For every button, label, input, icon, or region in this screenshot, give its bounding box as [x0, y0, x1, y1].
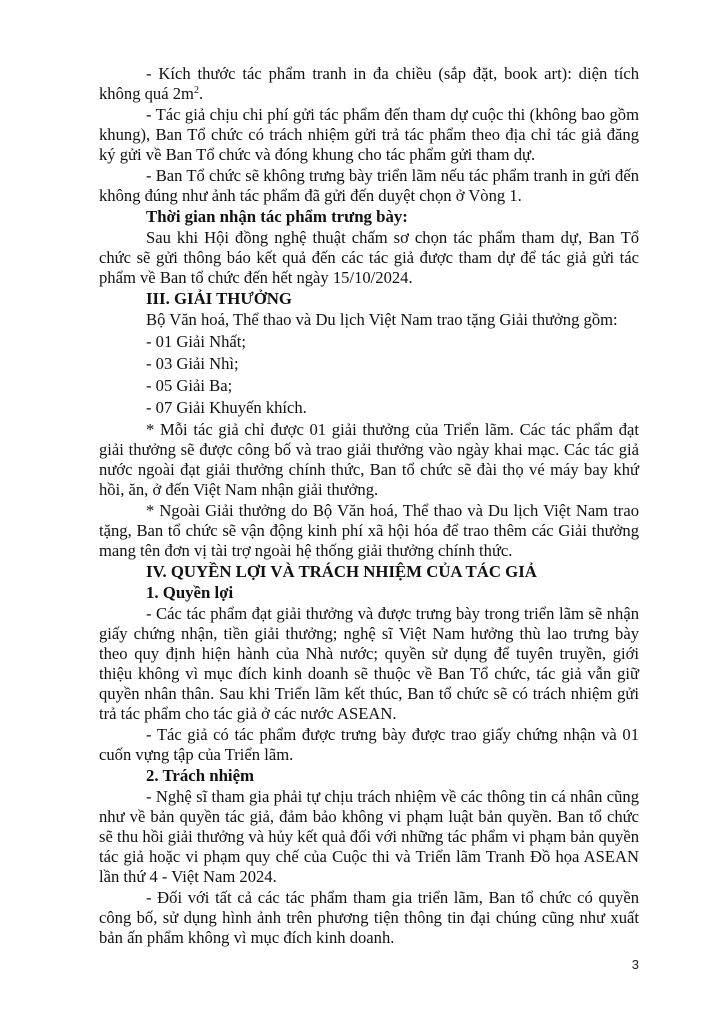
paragraph-multi-dimensional-size: [99, 64, 639, 104]
rights-heading: 1. Quyền lợi: [146, 583, 234, 602]
page-number: 3: [631, 957, 639, 972]
prize-note-2: * Ngoài Giải thưởng do Bộ Văn hoá, Thể thao và Du lịch Việt Nam trao tặng, Ban tổ chức sẽ vận động kinh phí xã hội hóa để trao thêm các Giải thưởng mang tên đơn vị tài trợ ngoài hệ thống giải thưởng chính thức.: [99, 501, 639, 560]
responsibility-paragraph-2: - Đối với tất cả các tác phẩm tham gia triển lãm, Ban tổ chức có quyền công bố, sử dụng hình ảnh trên phương tiện thông tin đại chúng cũng như xuất bản ấn phẩm không vì mục đích kinh doanh.: [99, 888, 639, 947]
page-footer: [99, 954, 639, 1014]
paragraph-receiving: Sau khi Hội đồng nghệ thuật chấm sơ chọn tác phẩm tham dự, Ban Tổ chức sẽ gửi thông báo kết quả đến các tác giả được tham dự để tác giả gửi tác phẩm về Ban tổ chức đến hết ngày 15/10/2024.: [99, 228, 639, 287]
multi-dim-text: - Kích thước tác phẩm tranh in đa chiều (sắp đặt, book art): diện tích không quá 2m: [99, 64, 639, 103]
prize-item: - 07 Giải Khuyến khích.: [146, 398, 307, 417]
section-4-heading: IV. QUYỀN LỢI VÀ TRÁCH NHIỆM CỦA TÁC GIẢ: [146, 562, 537, 581]
prize-item: - 01 Giải Nhất;: [146, 332, 247, 351]
prize-item: - 03 Giải Nhì;: [146, 354, 239, 373]
prize-intro: Bộ Văn hoá, Thể thao và Du lịch Việt Nam trao tặng Giải thưởng gồm:: [146, 310, 618, 329]
document-page: [99, 0, 639, 1014]
rights-paragraph-1: - Các tác phẩm đạt giải thưởng và được trưng bày trong triển lãm sẽ nhận giấy chứng nhận, tiền giải thưởng; nghệ sĩ Việt Nam hưởng thù lao trưng bày theo quy định hiện hành của Nhà nước; quyền sử dụng để tuyên truyền, giới thiệu không vì mục đích kinh doanh sẽ thuộc về Ban Tổ chức, tác giả vẫn giữ quyền nhân thân. Sau khi Triển lãm kết thúc, Ban tổ chức sẽ có trách nhiệm gửi trả tác phẩm cho tác giả ở các nước ASEAN.: [99, 604, 639, 723]
responsibility-paragraph-1: - Nghệ sĩ tham gia phải tự chịu trách nhiệm về các thông tin cá nhân cũng như về bản quyền tác giả, đảm bảo không vi phạm luật bản quyền. Ban tổ chức sẽ thu hồi giải thưởng và hủy kết quả đối với những tác phẩm vi phạm bản quyền tác giả hoặc vi phạm quy chế của Cuộc thi và Triển lãm Tranh Đồ họa ASEAN lần thứ 4 - Việt Nam 2024.: [99, 787, 639, 886]
prize-item: - 05 Giải Ba;: [146, 376, 233, 395]
receiving-heading: Thời gian nhận tác phẩm trưng bày:: [146, 207, 408, 226]
superscript: 2: [193, 85, 199, 96]
rights-paragraph-2: - Tác giả có tác phẩm được trưng bày được trao giấy chứng nhận và 01 cuốn vựng tập của Triển lãm.: [99, 725, 639, 764]
section-3-heading: III. GIẢI THƯỞNG: [146, 289, 292, 308]
paragraph-not-exhibit: - Ban Tổ chức sẽ không trưng bày triển lãm nếu tác phẩm tranh in gửi đến không đúng như ảnh tác phẩm đã gửi đến duyệt chọn ở Vòng 1.: [99, 166, 639, 205]
paragraph-shipping: - Tác giả chịu chi phí gửi tác phẩm đến tham dự cuộc thi (không bao gồm khung), Ban Tổ chức có trách nhiệm gửi trả tác phẩm theo địa chỉ tác giả đăng ký gửi về Ban Tổ chức và đóng khung cho tác phẩm gửi tham dự.: [99, 105, 639, 164]
prize-note-1: * Mỗi tác giả chỉ được 01 giải thưởng của Triển lãm. Các tác phẩm đạt giải thưởng sẽ được công bố và trao giải thưởng vào ngày khai mạc. Các tác giả nước ngoài đạt giải thưởng chính thức, Ban tổ chức sẽ đài thọ vé máy bay khứ hồi, ăn, ở đến Việt Nam nhận giải thưởng.: [99, 420, 639, 499]
responsibility-heading: 2. Trách nhiệm: [146, 766, 254, 785]
period: .: [198, 84, 204, 103]
